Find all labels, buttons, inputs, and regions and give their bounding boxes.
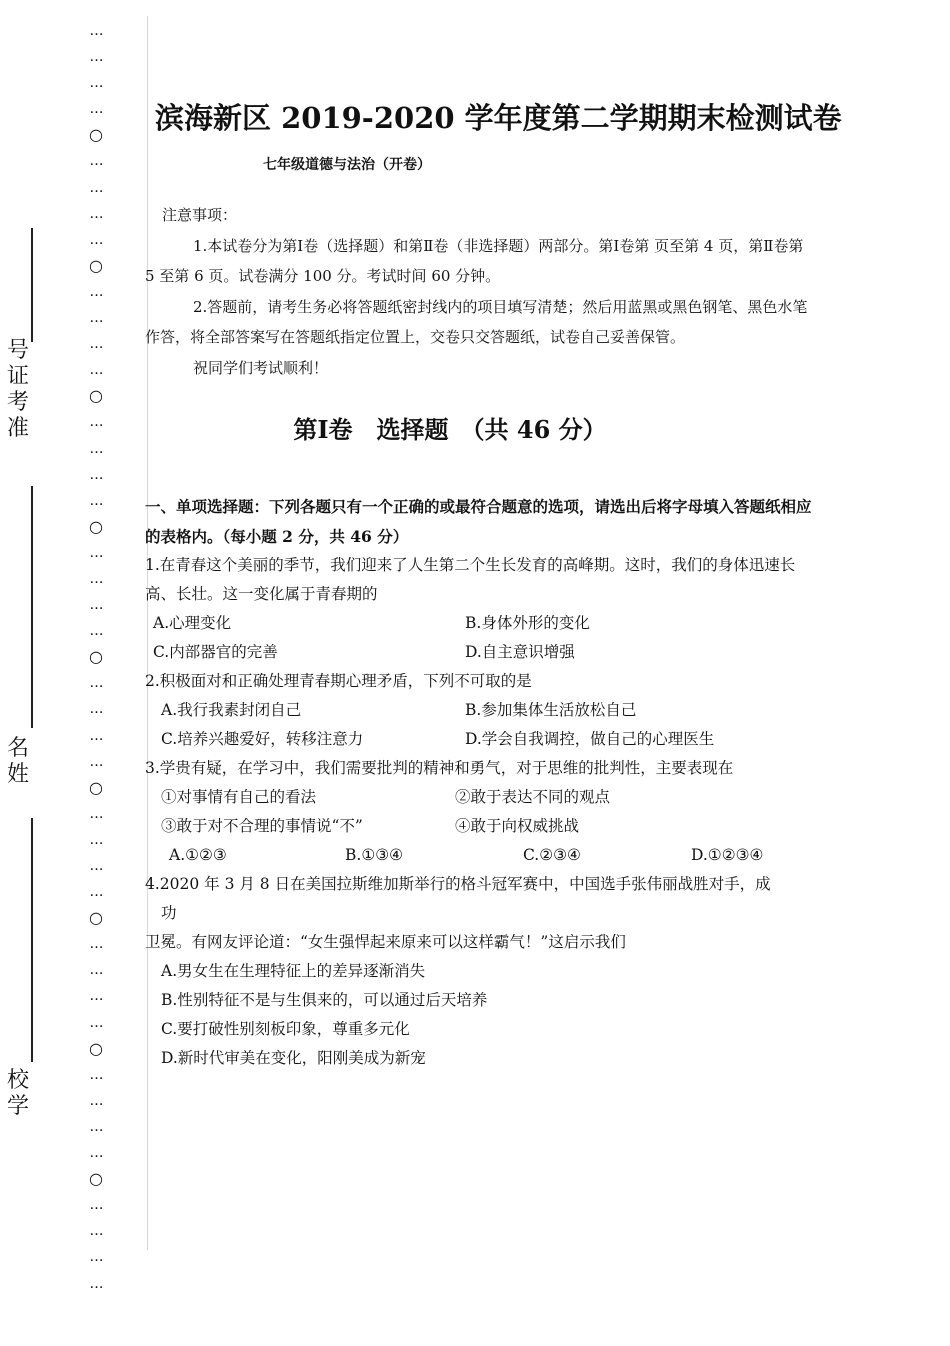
notice-item-2: 2.答题前，请考生务必将答题纸密封线内的项目填写清楚；然后用蓝黑或黑色钢笔、黑色水笔作答，将全部答案写在答题纸指定位置上，交卷只交答题纸，试卷自己妥善保管。 [145,297,808,346]
question-3-statement-4: ④敢于向权威挑战 [455,817,580,835]
seal-dots-mark: … [89,231,103,248]
seal-dots-mark: … [89,336,103,353]
seal-dots-mark: … [89,153,103,170]
question-4-option-b: B.性别特征不是与生俱来的，可以通过后天培养 [161,991,488,1009]
exam-number-label: 号证考准 [6,338,29,441]
seal-dots-mark: … [89,1249,103,1266]
seal-dots-mark: … [89,1014,103,1031]
question-4-option-a: A.男女生在生理特征上的差异逐渐消失 [161,962,426,980]
seal-circle-mark: ○ [89,908,103,928]
seal-circle-mark: ○ [89,777,103,797]
question-2-option-c: C.培养兴趣爱好，转移注意力 [161,730,364,748]
seal-circle-mark: ○ [89,125,103,145]
seal-circle-mark: ○ [89,647,103,667]
seal-dots-mark: … [89,831,103,848]
seal-circle-mark: ○ [89,516,103,536]
seal-dots-mark: … [89,1197,103,1214]
seal-dots-mark: … [89,701,103,718]
question-4-stem-line-3: 卫冕。有网友评论道：“女生强悍起来原来可以这样霸气！”这启示我们 [145,933,626,951]
question-4-option-d: D.新时代审美在变化，阳刚美成为新宠 [161,1049,426,1067]
seal-dots-mark: … [89,858,103,874]
seal-dots-mark: … [89,884,103,901]
question-3-statements-row-1 [145,783,825,812]
part-heading: 一、单项选择题：下列各题只有一个正确的或最符合题意的选项，请选出后将字母填入答题纸相应的表格内。（每小题 2 分，共 46 分） [145,497,812,546]
question-1-option-c: C.内部器官的完善 [153,643,278,661]
name-line [31,486,33,728]
notice-item-1: 1.本试卷分为第Ⅰ卷（选择题）和第Ⅱ卷（非选择题）两部分。第Ⅰ卷第 页至第 4 页，第Ⅱ卷第 5 至第 6 页。试卷满分 100 分。考试时间 60 分钟。 [145,236,804,285]
school-label: 校学 [6,1068,29,1119]
seal-dots-mark: … [89,179,103,196]
question-2-option-d: D.学会自我调控，做自己的心理医生 [465,730,715,748]
notice-heading: 注意事项： [162,206,238,224]
seal-dots-mark: … [89,1223,103,1240]
seal-dots-mark: … [89,310,103,327]
question-3-option-d: D.①②③④ [691,846,764,864]
question-3-statements-row-2 [145,812,825,841]
seal-dots-mark: … [89,962,103,979]
seal-dots-mark: … [89,544,103,561]
question-3-option-b: B.①③④ [345,846,404,864]
seal-dots-mark: … [89,753,103,770]
seal-dots-mark: … [89,988,103,1005]
question-4-options [145,957,825,1073]
seal-dots-mark: … [89,1118,103,1135]
question-3-statement-2: ②敢于表达不同的观点 [455,788,611,806]
notice-block [145,200,815,383]
seal-dots-mark: … [89,936,103,953]
question-3-statement-1: ①对事情有自己的看法 [161,788,317,806]
seal-dots-mark: … [89,727,103,744]
question-3-options-row [145,841,825,870]
seal-dots-mark: … [89,1275,103,1292]
exam-number-line [31,228,33,342]
seal-dots-mark: … [89,805,103,822]
question-1-options-row-1 [145,609,825,638]
question-2-option-a: A.我行我素封闭自己 [161,701,302,719]
question-2-option-b: B.参加集体生活放松自己 [465,701,637,719]
question-4-stem-line-1: 4.2020 年 3 月 8 日在美国拉斯维加斯举行的格斗冠军赛中，中国选手张伟丽战胜对手，成 [145,875,771,893]
seal-dots-mark: … [89,205,103,222]
question-2-options-row-2 [145,725,825,754]
question-3-option-a: A.①②③ [169,846,227,864]
seal-dots-mark: … [89,675,103,692]
question-3-statement-3: ③敢于对不合理的事情说“不” [161,817,363,835]
question-4-stem-line-2: 功 [161,904,177,922]
seal-dots-mark: … [89,440,103,457]
seal-dots-mark: … [89,23,103,39]
seal-dots-mark: … [89,597,103,614]
seal-dots-mark: … [89,414,103,431]
seal-dots-mark: … [89,283,103,300]
seal-dots-mark: … [89,362,103,379]
question-list [145,551,825,1073]
seal-dots-mark: … [89,1145,103,1162]
seal-circle-mark: ○ [89,1169,103,1189]
seal-circle-mark: ○ [89,255,103,275]
question-1-option-d: D.自主意识增强 [465,643,575,661]
school-line [31,818,33,1062]
seal-dots-mark: … [89,492,103,509]
question-1-option-a: A.心理变化 [153,614,232,632]
seal-line [84,18,108,1297]
question-2-stem: 2.积极面对和正确处理青春期心理矛盾，下列不可取的是 [145,672,532,690]
notice-wish: 祝同学们考试顺利！ [193,358,329,377]
exam-subtitle: 七年级道德与法治（开卷） [263,157,431,173]
seal-dots-mark: … [89,466,103,483]
question-3-stem: 3.学贵有疑，在学习中，我们需要批判的精神和勇气，对于思维的批判性，主要表现在 [145,759,734,777]
question-4-option-c: C.要打破性别刻板印象，尊重多元化 [161,1020,410,1038]
seal-dots-mark: … [89,75,103,92]
seal-dots-mark: … [89,1092,103,1109]
seal-dots-mark: … [89,623,103,640]
seal-dots-mark: … [89,101,103,118]
seal-dots-mark: … [89,49,103,66]
name-label: 名姓 [6,736,29,787]
binding-margin [0,0,148,1292]
seal-dots-mark: … [89,1066,103,1083]
seal-circle-mark: ○ [89,1038,103,1058]
question-1-option-b: B.身体外形的变化 [465,614,590,632]
question-1-stem: 1.在青春这个美丽的季节，我们迎来了人生第二个生长发育的高峰期。这时，我们的身体迅速长高、长壮。这一变化属于青春期的 [145,556,796,603]
section-title: 第Ⅰ卷 选择题 （共 46 分） [293,415,607,444]
question-3-option-c: C.②③④ [523,846,581,864]
seal-circle-mark: ○ [89,386,103,406]
question-1-options-row-2 [145,638,825,667]
seal-dots-mark: … [89,570,103,587]
question-2-options-row-1 [145,696,825,725]
exam-title: 滨海新区 2019-2020 学年度第二学期期末检测试卷 [155,101,842,135]
